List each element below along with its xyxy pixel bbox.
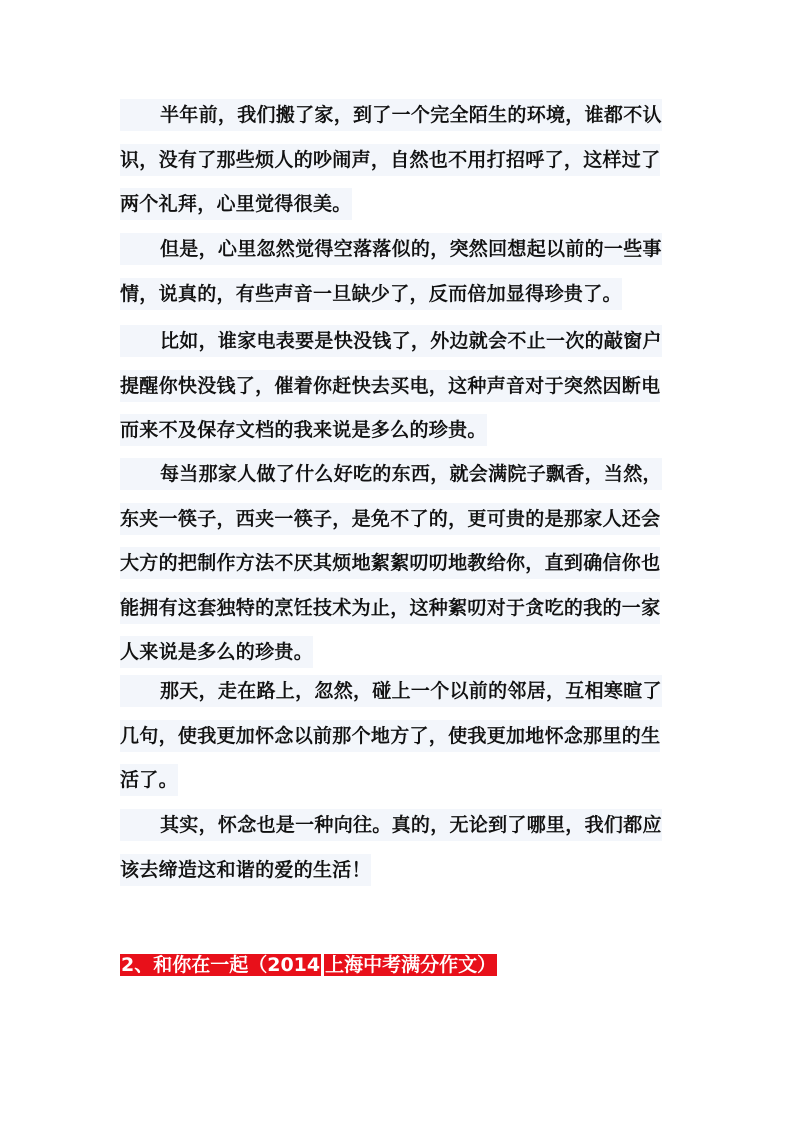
text-line: 其实，怀念也是一种向往。真的，无论到了哪里，我们都应: [120, 803, 675, 848]
text-line: 该去缔造这和谐的爱的生活！: [120, 848, 675, 893]
text-line: 但是，心里忽然觉得空落落似的，突然回想起以前的一些事: [120, 227, 675, 272]
heading-part-2: 上海中考满分作文）: [325, 954, 497, 976]
text-line: 东夹一筷子，西夹一筷子，是免不了的，更可贵的是那家人还会: [120, 497, 675, 542]
text-line: 几句，使我更加怀念以前那个地方了，使我更加地怀念那里的生: [120, 714, 675, 759]
text-line: 两个礼拜，心里觉得很美。: [120, 182, 675, 227]
paragraph-6: [120, 803, 675, 892]
text-line: 半年前，我们搬了家，到了一个完全陌生的环境，谁都不认: [120, 93, 675, 138]
text-line: 每当那家人做了什么好吃的东西，就会满院子飘香，当然，: [120, 452, 675, 497]
text-line: 而来不及保存文档的我来说是多么的珍贵。: [120, 408, 675, 453]
text-line: 比如，谁家电表要是快没钱了，外边就会不止一次的敲窗户: [120, 319, 675, 364]
text-line: 人来说是多么的珍贵。: [120, 630, 675, 675]
text-line: 活了。: [120, 758, 675, 803]
text-line: 提醒你快没钱了，催着你赶快去买电，这种声音对于突然因断电: [120, 364, 675, 409]
heading-part-1: 2、和你在一起（2014: [121, 954, 321, 976]
paragraph-4: [120, 452, 675, 675]
text-line: 情，说真的，有些声音一旦缺少了，反而倍加显得珍贵了。: [120, 272, 675, 317]
text-line: 识，没有了那些烦人的吵闹声，自然也不用打招呼了，这样过了: [120, 138, 675, 183]
paragraph-3: [120, 319, 675, 453]
paragraph-2: [120, 227, 675, 316]
paragraph-5: [120, 669, 675, 803]
text-line: 那天，走在路上，忽然，碰上一个以前的邻居，互相寒暄了: [120, 669, 675, 714]
section-heading: [120, 950, 497, 980]
text-line: 能拥有这套独特的烹饪技术为止，这种絮叨对于贪吃的我的一家: [120, 586, 675, 631]
paragraph-1: [120, 93, 675, 227]
text-line: 大方的把制作方法不厌其烦地絮絮叨叨地教给你，直到确信你也: [120, 541, 675, 586]
